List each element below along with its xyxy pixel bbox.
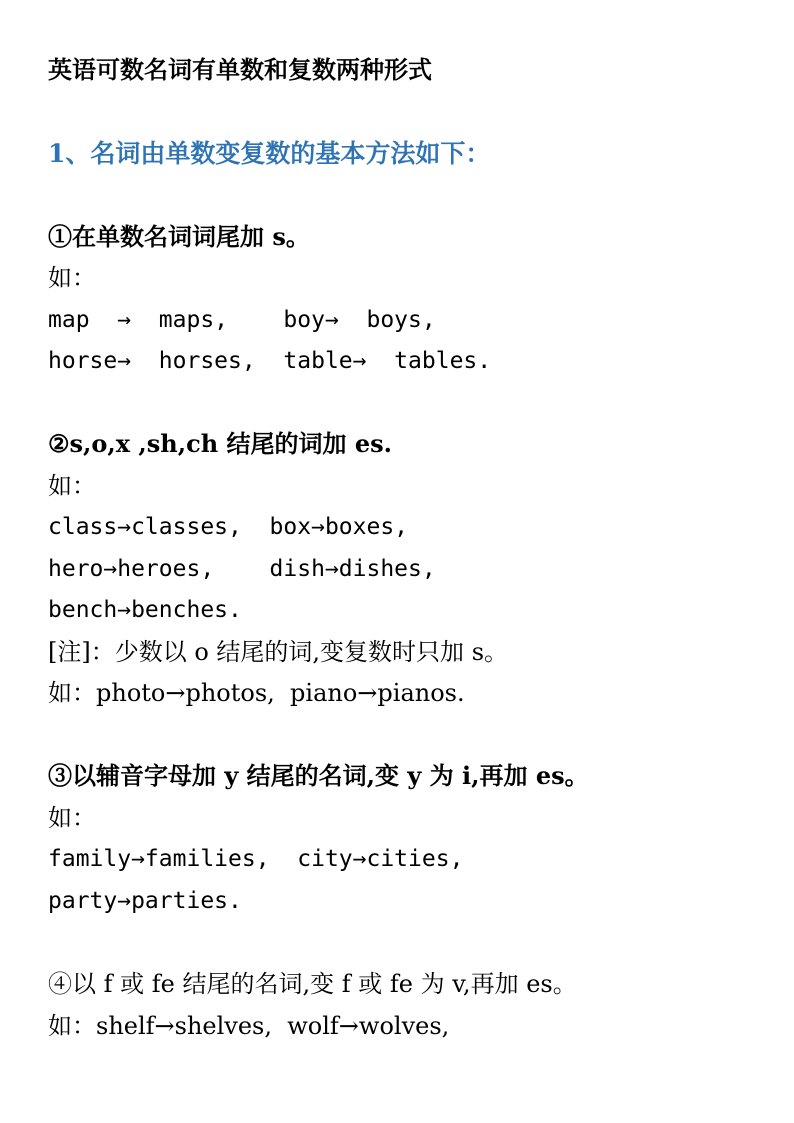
rule-3-example-line: party→parties. xyxy=(48,888,242,914)
rule-4-heading: ④以 f 或 fe 结尾的名词,变 f 或 fe 为 v,再加 es。 xyxy=(48,970,577,998)
rule-2-example-line: class→classes, box→boxes, xyxy=(48,514,409,540)
rule-1-heading: ①在单数名词词尾加 s。 xyxy=(48,222,310,251)
rule-1-example-label: 如： xyxy=(48,264,96,292)
rule-3-heading: ③以辅音字母加 y 结尾的名词,变 y 为 i,再加 es。 xyxy=(48,761,589,790)
rule-3-example-label: 如： xyxy=(48,804,96,832)
rule-1-example-line: horse→ horses, table→ tables. xyxy=(48,348,492,374)
rule-2-heading: ②s,o,x ,sh,ch 结尾的词加 es. xyxy=(48,429,392,458)
rule-2-example-label: 如： xyxy=(48,472,96,500)
rule-2-note-example: 如：photo→photos, piano→pianos. xyxy=(48,679,465,707)
page-title: 英语可数名词有单数和复数两种形式 xyxy=(48,55,432,84)
rule-1-example-line: map → maps, boy→ boys, xyxy=(48,307,436,333)
section-heading: 1、名词由单数变复数的基本方法如下： xyxy=(48,139,491,168)
rule-2-example-line: hero→heroes, dish→dishes, xyxy=(48,556,436,582)
rule-3-example-line: family→families, city→cities, xyxy=(48,846,464,872)
rule-2-example-line: bench→benches. xyxy=(48,597,242,623)
rule-4-example: 如：shelf→shelves, wolf→wolves, xyxy=(48,1012,450,1040)
rule-2-note: [注]：少数以 o 结尾的词,变复数时只加 s。 xyxy=(48,638,509,666)
